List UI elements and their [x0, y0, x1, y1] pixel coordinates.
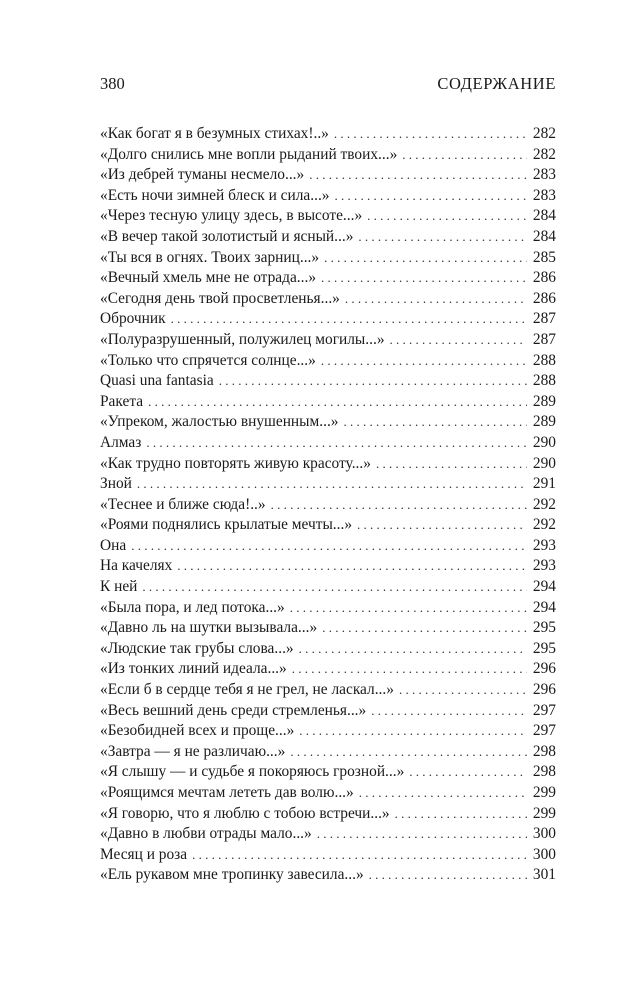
toc-entry-page: 294 [532, 578, 556, 596]
toc-entry-page: 283 [532, 186, 556, 204]
toc-entry [100, 515, 556, 536]
toc-entry-title: «Полуразрушенный, полужилец могилы...» [100, 330, 385, 348]
toc-entry-page: 285 [532, 248, 556, 266]
dot-leader [299, 639, 527, 660]
toc-entry [100, 289, 556, 310]
toc-entry [100, 454, 556, 475]
toc-entry-page: 296 [532, 681, 556, 699]
toc-entry [100, 577, 556, 598]
dot-leader [376, 454, 527, 475]
toc-entry-title: «Долго снились мне вопли рыданий твоих...» [100, 145, 398, 163]
dot-leader [299, 721, 527, 742]
toc-entry [100, 412, 556, 433]
toc-entry-page: 283 [532, 166, 556, 184]
toc-entry [100, 371, 556, 392]
toc-entry-title: «Из тонких линий идеала...» [100, 660, 287, 678]
dot-leader [357, 515, 527, 536]
toc-entry [100, 618, 556, 639]
toc-entry-title: На качелях [100, 557, 173, 575]
toc-entry-page: 288 [532, 351, 556, 369]
toc-entry-page: 290 [532, 454, 556, 472]
dot-leader [171, 309, 527, 330]
dot-leader [322, 618, 527, 639]
toc-entry-title: Она [100, 536, 127, 554]
toc-entry-title: «Как богат я в безумных стихах!..» [100, 125, 329, 142]
dot-leader [219, 371, 527, 392]
dot-leader [309, 165, 527, 186]
toc-entry-page: 301 [532, 866, 556, 884]
toc-entry-page: 295 [532, 639, 556, 657]
toc-entry-title: «Ты вся в огнях. Твоих зарниц...» [100, 248, 320, 266]
toc-entry-page: 298 [532, 742, 556, 760]
dot-leader [148, 392, 527, 413]
toc-entry-title: «Людские так грубы слова...» [100, 639, 294, 657]
toc-entry-title: «Только что спрячется солнце...» [100, 351, 316, 369]
dot-leader [292, 659, 527, 680]
toc-entry-page: 282 [532, 145, 556, 163]
dot-leader [359, 783, 527, 804]
dot-leader [369, 865, 527, 886]
toc-entry-title: «Если б в сердце тебя я не грел, не ласкал...» [100, 681, 394, 699]
toc-entry-title: «Ель рукавом мне тропинку завесила...» [100, 866, 364, 884]
dot-leader [290, 598, 527, 619]
toc-entry [100, 701, 556, 722]
toc-entry [100, 536, 556, 557]
toc-entry-page: 297 [532, 722, 556, 740]
toc-entry [100, 824, 556, 845]
toc-entry-title: Зной [100, 475, 132, 493]
toc-entry-page: 287 [532, 330, 556, 348]
dot-leader [334, 186, 527, 207]
toc-entry-page: 286 [532, 289, 556, 307]
toc-entry [100, 206, 556, 227]
toc-entry [100, 351, 556, 372]
toc-entry [100, 268, 556, 289]
toc-entry-title: «Через тесную улицу здесь, в высоте...» [100, 207, 363, 225]
toc-entry-title: «Из дебрей туманы несмело...» [100, 166, 305, 184]
toc-entry-page: 287 [532, 310, 556, 328]
toc-entry [100, 309, 556, 330]
toc-entry [100, 474, 556, 495]
dot-leader [146, 433, 527, 454]
toc-entry [100, 762, 556, 783]
toc-entry-page: 288 [532, 372, 556, 390]
toc-entry-page: 296 [532, 660, 556, 678]
dot-leader [271, 495, 527, 516]
dot-leader [324, 248, 527, 269]
toc-entry-title: «Упреком, жалостью внушенным...» [100, 413, 339, 431]
toc-entry-title: Quasi una fantasia [100, 372, 214, 390]
toc-entry-title: «В вечер такой золотистый и ясный...» [100, 227, 354, 245]
dot-leader [321, 351, 527, 372]
toc-entry-page: 292 [532, 495, 556, 513]
toc-entry-title: «Была пора, и лед потока...» [100, 598, 285, 616]
toc-entry-page: 284 [532, 227, 556, 245]
dot-leader [137, 474, 527, 495]
toc-entry [100, 639, 556, 660]
section-title: СОДЕРЖАНИЕ [437, 74, 556, 93]
toc-entry [100, 742, 556, 763]
toc-entry-title: «Давно ль на шутки вызывала...» [100, 619, 318, 637]
toc-entry [100, 680, 556, 701]
dot-leader [390, 330, 527, 351]
toc-entry-page: 293 [532, 536, 556, 554]
dot-leader [321, 268, 527, 289]
toc-entry-page: 293 [532, 557, 556, 575]
toc-entry-title: Ракета [100, 392, 144, 410]
dot-leader [371, 701, 527, 722]
toc-entry [100, 845, 556, 866]
toc-entry [100, 227, 556, 248]
toc-entry [100, 145, 556, 166]
toc-entry-page: 299 [532, 804, 556, 822]
toc-entry-title: «Безобидней всех и проще...» [100, 722, 295, 740]
toc-entry-title: «Теснее и ближе сюда!..» [100, 495, 266, 513]
dot-leader [334, 124, 527, 145]
toc-entry-page: 284 [532, 207, 556, 225]
toc-entry-page: 297 [532, 701, 556, 719]
toc-entry-page: 298 [532, 763, 556, 781]
toc-entry-page: 295 [532, 619, 556, 637]
toc-entry-title: Алмаз [100, 433, 142, 451]
toc-entry-page: 294 [532, 598, 556, 616]
toc-entry-title: Месяц и роза [100, 845, 188, 863]
dot-leader [317, 824, 527, 845]
toc-entry-title: «Сегодня день твой просветленья...» [100, 289, 340, 307]
toc-entry-title: «Завтра — я не различаю...» [100, 742, 286, 760]
dot-leader [345, 289, 527, 310]
toc-entry [100, 433, 556, 454]
toc-entry-page: 290 [532, 433, 556, 451]
toc-entry-title: «Я говорю, что я люблю с тобою встречи...» [100, 804, 390, 822]
toc-entry [100, 124, 556, 145]
toc-entry-title: «Давно в любви отрады мало...» [100, 825, 312, 843]
toc-entry-title: К ней [100, 578, 138, 596]
dot-leader [192, 845, 527, 866]
toc-entry [100, 659, 556, 680]
toc-entry [100, 330, 556, 351]
dot-leader [409, 762, 527, 783]
toc-entry-page: 299 [532, 784, 556, 801]
toc-entry-title: «Как трудно повторять живую красоту...» [100, 454, 371, 472]
dot-leader [358, 227, 527, 248]
dot-leader [177, 556, 527, 577]
toc-entry-page: 289 [532, 392, 556, 410]
toc-entry [100, 721, 556, 742]
toc-entry-title: «Я слышу — и судьбе я покоряюсь грозной...» [100, 763, 405, 781]
toc-entry-page: 286 [532, 269, 556, 287]
toc-entry-page: 282 [532, 125, 556, 142]
dot-leader [367, 206, 527, 227]
toc-entry-page: 289 [532, 413, 556, 431]
toc-entry-page: 300 [532, 845, 556, 863]
running-header [100, 74, 556, 98]
toc-entry [100, 248, 556, 269]
toc-entry-title: «Роящимся мечтам лететь дав волю...» [100, 784, 354, 801]
toc-entry [100, 556, 556, 577]
toc-entry-title: «Весь вешний день среди стремленья...» [100, 701, 367, 719]
toc-entry-title: «Роями поднялись крылатые мечты...» [100, 516, 353, 534]
dot-leader [395, 804, 527, 825]
toc-entry-page: 292 [532, 516, 556, 534]
toc-entry [100, 804, 556, 825]
dot-leader [142, 577, 527, 598]
toc-entry [100, 495, 556, 516]
toc-entry-title: «Есть ночи зимней блеск и сила...» [100, 186, 330, 204]
toc-entry-page: 291 [532, 475, 556, 493]
toc-entry-title: Оброчник [100, 310, 166, 328]
dot-leader [402, 145, 527, 166]
dot-leader [344, 412, 528, 433]
toc-entry [100, 783, 556, 804]
table-of-contents [100, 124, 556, 886]
toc-entry-page: 300 [532, 825, 556, 843]
toc-entry [100, 165, 556, 186]
dot-leader [290, 742, 527, 763]
page-number: 380 [100, 74, 125, 93]
toc-entry [100, 392, 556, 413]
dot-leader [131, 536, 527, 557]
toc-entry [100, 598, 556, 619]
dot-leader [399, 680, 527, 701]
toc-entry-title: «Вечный хмель мне не отрада...» [100, 269, 317, 287]
toc-entry [100, 865, 556, 886]
toc-entry [100, 186, 556, 207]
